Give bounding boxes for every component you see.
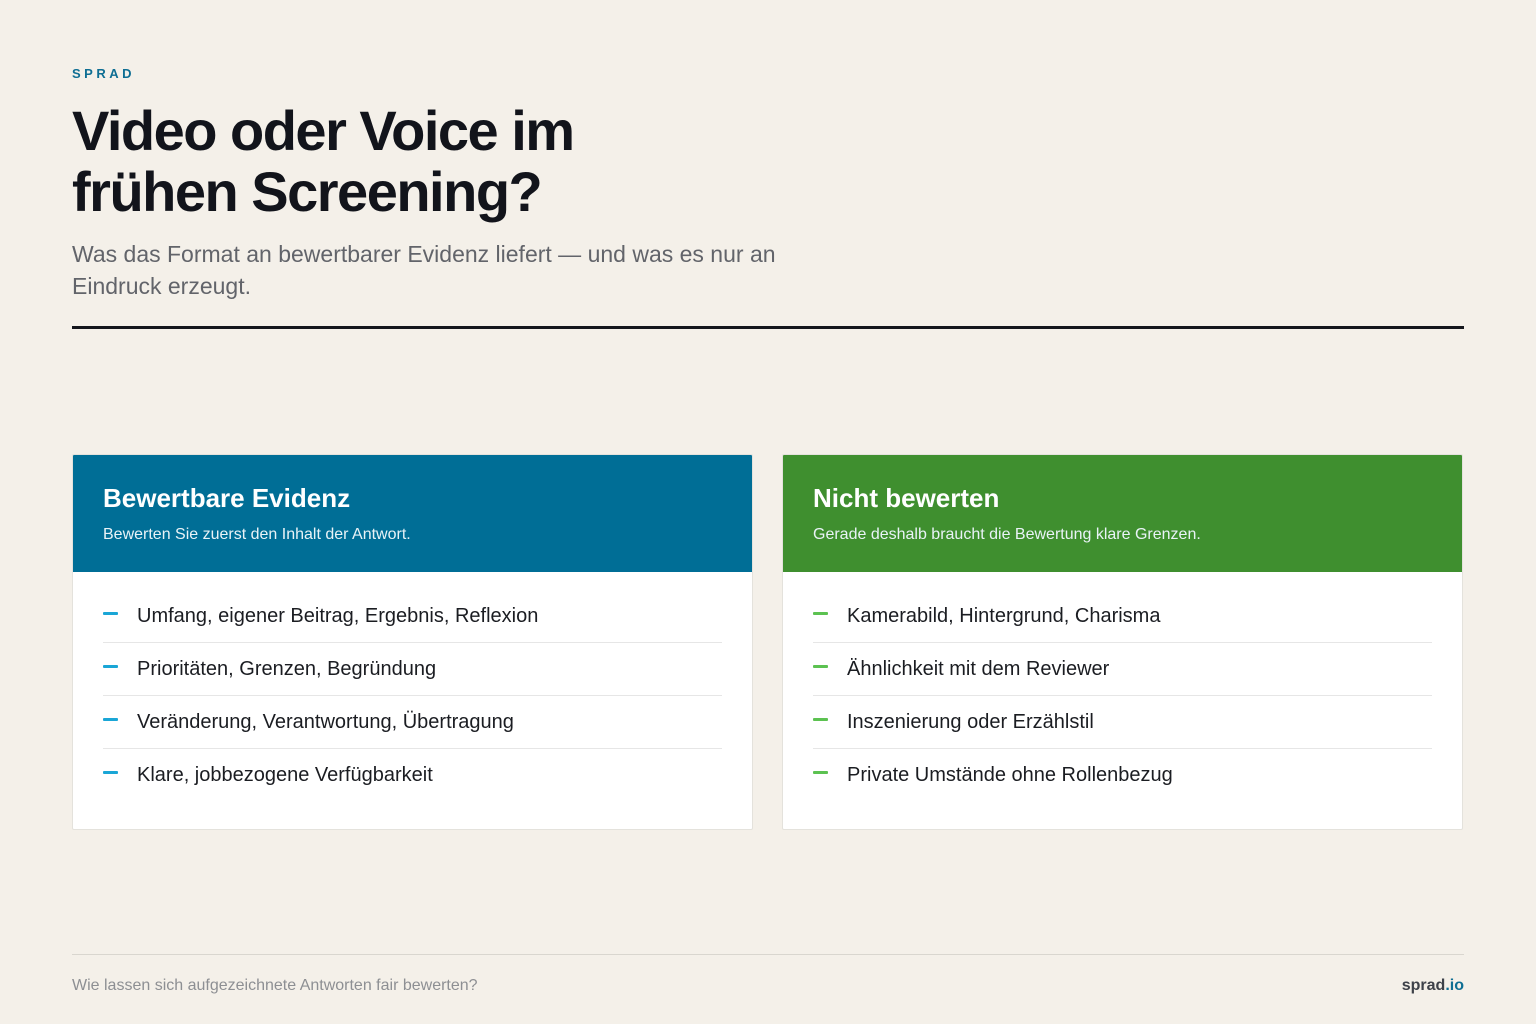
card-evidence xyxy=(72,454,753,830)
list-item-label: Klare, jobbezogene Verfügbarkeit xyxy=(137,764,433,786)
card-do-not-rate xyxy=(782,454,1463,830)
list-item xyxy=(103,696,722,749)
list-item-label: Private Umstände ohne Rollenbezug xyxy=(847,764,1173,786)
page-subtitle: Was das Format an bewertbarer Evidenz liefert — und was es nur an Eindruck erzeugt. xyxy=(72,241,776,299)
list-item xyxy=(813,590,1432,643)
dash-icon xyxy=(813,612,828,615)
dash-icon xyxy=(103,665,118,668)
list-item xyxy=(813,643,1432,696)
list-item xyxy=(813,749,1432,802)
list-item xyxy=(103,749,722,802)
dash-icon xyxy=(813,718,828,721)
footer-brand-name: sprad xyxy=(1401,977,1446,994)
list-item-label: Umfang, eigener Beitrag, Ergebnis, Reflexion xyxy=(137,604,539,627)
list-item-label: Prioritäten, Grenzen, Begründung xyxy=(137,657,437,680)
page-title: Video oder Voice im frühen Screening? xyxy=(72,99,574,223)
card-list xyxy=(73,572,752,802)
dash-icon xyxy=(813,771,828,774)
list-item xyxy=(813,696,1432,749)
card-subtitle: Bewerten Sie zuerst den Inhalt der Antwort. xyxy=(103,526,411,543)
footer-brand-tld: .io xyxy=(1445,977,1464,994)
card-list xyxy=(783,572,1462,802)
footer-brand-link[interactable] xyxy=(1402,977,1464,995)
footer-divider xyxy=(72,954,1464,955)
card-header xyxy=(783,455,1462,572)
dash-icon xyxy=(103,612,118,615)
list-item-label: Kamerabild, Hintergrund, Charisma xyxy=(847,604,1161,627)
header-divider xyxy=(72,326,1464,329)
dash-icon xyxy=(103,718,118,721)
dash-icon xyxy=(813,665,828,668)
list-item-label: Ähnlichkeit mit dem Reviewer xyxy=(847,657,1110,680)
list-item-label: Inszenierung oder Erzählstil xyxy=(847,710,1094,733)
list-item xyxy=(103,590,722,643)
list-item xyxy=(103,643,722,696)
footer-caption: Wie lassen sich aufgezeichnete Antworten fair bewerten? xyxy=(72,977,478,994)
dash-icon xyxy=(103,771,118,774)
card-header xyxy=(73,455,752,572)
card-title: Nicht bewerten xyxy=(813,483,1000,513)
card-subtitle: Gerade deshalb braucht die Bewertung klare Grenzen. xyxy=(813,526,1201,543)
list-item-label: Veränderung, Verantwortung, Übertragung xyxy=(137,710,514,733)
brand-label: SPRAD xyxy=(72,66,136,81)
card-title: Bewertbare Evidenz xyxy=(103,483,351,513)
